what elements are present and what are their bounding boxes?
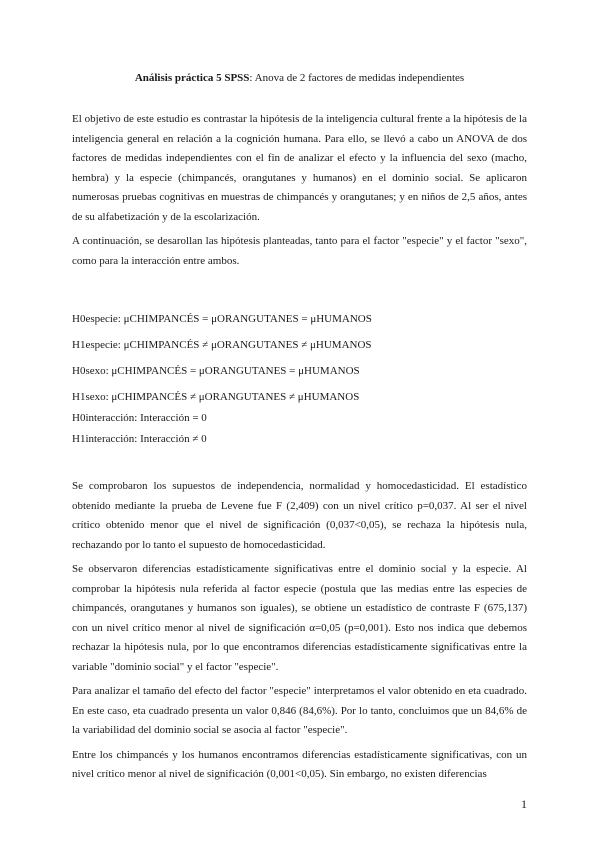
document-page <box>72 66 527 785</box>
paragraph-objective: El objetivo de este estudio es contrastar la hipótesis de la inteligencia cultural frente a la hipótesis de la inteligencia general en relación a la cognición humana. Para ello, se llevó a cabo un ANOVA de dos factores de medidas independientes con el fin de analizar el efecto y la influencia del sexo (macho, hembra) y la especie (chimpancés, orangutanes y humanos) en el dominio social. Se aplicaron numerosas pruebas cognitivas en muestras de chimpancés y orangutanes; y en niños de 2,5 años, antes de su alfabetización y de la escolarización. <box>72 113 527 223</box>
hypothesis-h0-sexo: H0sexo: μCHIMPANCÉS = μORANGUTANES = μHUMANOS <box>72 365 360 377</box>
title-rest: : Anova de 2 factores de medidas independientes <box>249 72 465 84</box>
paragraph-species-differences: Se observaron diferencias estadísticamente significativas entre el dominio social y la especie. Al comprobar la hipótesis nula referida al factor especie (postula que las medias entre las especies de chimpancés, orangutanes y humanos son iguales), se obtiene un estadístico de contraste F (675,137) con un nivel crítico menor al nivel de significación α=0,05 (p=0,001). Esto nos indica que debemos rechazar la hipótesis nula, por lo que encontramos diferencias estadísticamente significativas entre la variable "dominio social" y el factor "especie". <box>72 563 527 673</box>
paragraph-assumptions: Se comprobaron los supuestos de independencia, normalidad y homocedasticidad. El estadístico obtenido mediante la prueba de Levene fue F (2,409) con un nivel crítico p=0,037. Al ser el nivel crítico obtenido menor que el nivel de significación (0,037<0,05), se rechaza la hipótesis nula, rechazando por lo tanto el supuesto de homocedasticidad. <box>72 480 527 551</box>
hypothesis-h1-especie: H1especie: μCHIMPANCÉS ≠ μORANGUTANES ≠ μHUMANOS <box>72 339 372 351</box>
hypothesis-h1-sexo: H1sexo: μCHIMPANCÉS ≠ μORANGUTANES ≠ μHUMANOS <box>72 391 360 403</box>
paragraph-hypotheses-intro: A continuación, se desarollan las hipótesis planteadas, tanto para el factor "especie" y el factor "sexo", como para la interacción entre ambos. <box>72 235 527 267</box>
page-number: 1 <box>521 797 527 811</box>
paragraph-effect-size: Para analizar el tamaño del efecto del factor "especie" interpretamos el valor obtenido en eta cuadrado. En este caso, eta cuadrado presenta un valor 0,846 (84,6%). Por lo tanto, concluimos que un 84,6% de la variabilidad del dominio social se asocia al factor "especie". <box>72 685 527 736</box>
paragraph-comparisons: Entre los chimpancés y los humanos encontramos diferencias estadísticamente significativas, con un nivel crítico menor al nivel de significación (0,001<0,05). Sin embargo, no existen diferencias <box>72 748 527 780</box>
hypothesis-h1-interaccion: H1interacción: Interacción ≠ 0 <box>72 433 207 445</box>
title-bold: Análisis práctica 5 SPSS <box>134 72 250 84</box>
hypothesis-h0-interaccion: H0interacción: Interacción = 0 <box>72 412 207 424</box>
hypothesis-h0-especie: H0especie: μCHIMPANCÉS = μORANGUTANES = μHUMANOS <box>72 313 372 325</box>
document-title <box>72 71 527 85</box>
